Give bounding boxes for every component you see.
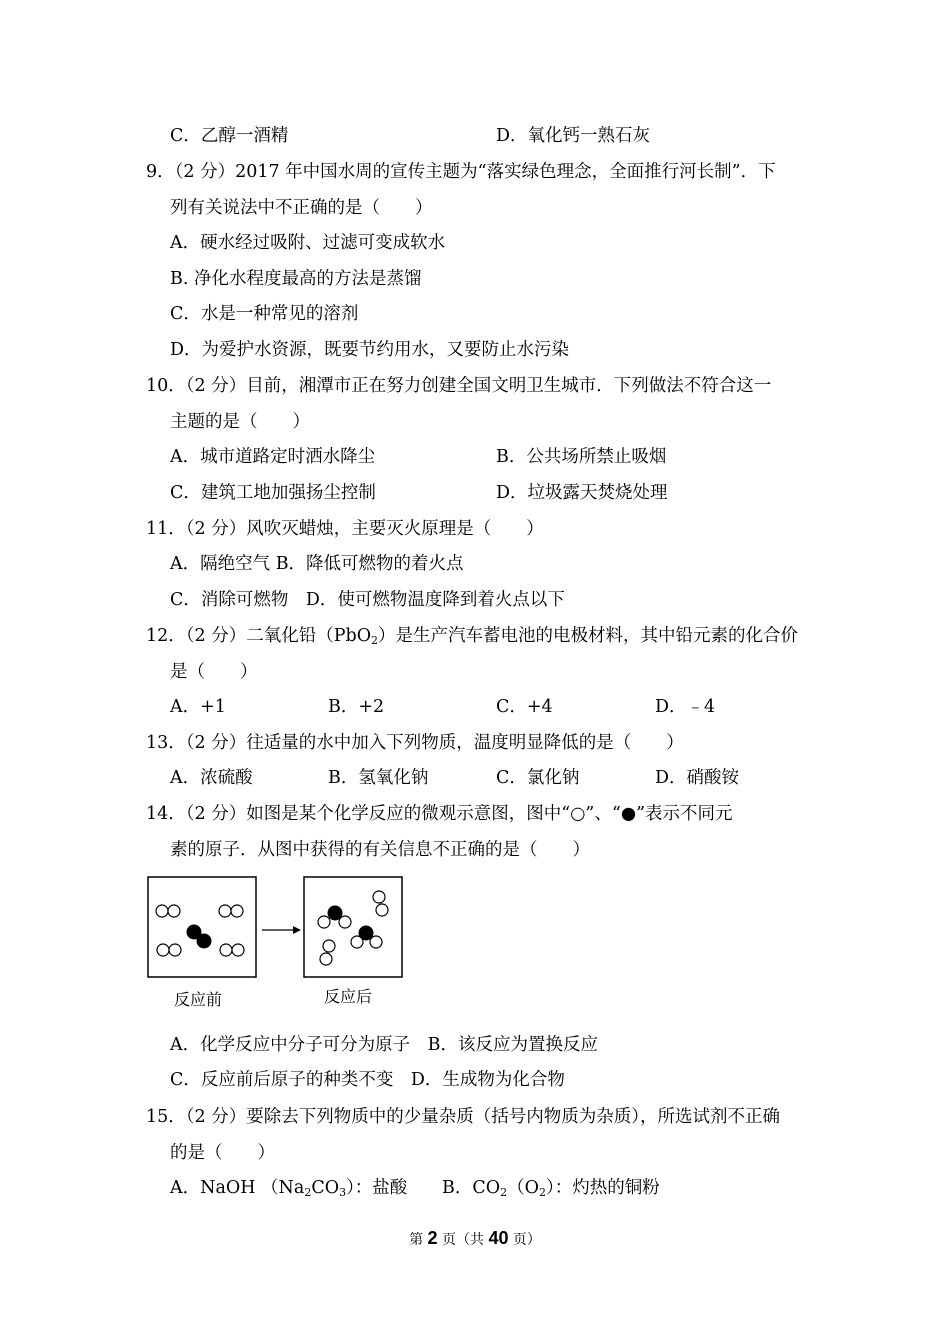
black-atom (359, 926, 374, 941)
total-page-number: 40 (488, 1228, 509, 1248)
q12-stem-line2: 是（ ） (170, 662, 258, 682)
white-atom (323, 940, 335, 952)
reaction-diagram-svg (146, 875, 416, 985)
white-atom (232, 944, 244, 956)
q9-stem-line1: 9．（2 分）2017 年中国水周的宣传主题为“落实绿色理念，全面推行河长制”．下 (146, 162, 776, 182)
white-atom (157, 944, 169, 956)
after-box (304, 877, 402, 977)
q11-options-cd: C．消除可燃物 D．使可燃物温度降到着火点以下 (170, 590, 565, 610)
reaction-diagram (146, 875, 416, 1010)
black-atom (197, 934, 212, 949)
q11-options-ab: A．隔绝空气 B．降低可燃物的着火点 (170, 554, 464, 574)
current-page-number: 2 (427, 1228, 438, 1248)
white-atom (370, 936, 382, 948)
white-atom (339, 916, 351, 928)
before-box (148, 877, 256, 977)
q14-options-cd: C．反应前后原子的种类不变 D．生成物为化合物 (170, 1070, 565, 1090)
q8-option-c: C．乙醇一酒精 (170, 126, 289, 146)
q10-option-b: B．公共场所禁止吸烟 (496, 447, 667, 467)
white-atom (231, 905, 243, 917)
q14-stem-line1: 14．（2 分）如图是某个化学反应的微观示意图，图中“○”、“●”表示不同元 (146, 804, 733, 824)
q9-option-c: C．水是一种常见的溶剂 (170, 304, 359, 324)
q13-option-c: C．氯化钠 (496, 768, 580, 788)
q15-stem-line2: 的是（ ） (170, 1143, 275, 1163)
white-atom (373, 891, 385, 903)
white-atom (156, 905, 168, 917)
q10-option-c: C．建筑工地加强扬尘控制 (170, 483, 376, 503)
q9-option-b: B. 净化水程度最高的方法是蒸馏 (170, 269, 422, 289)
white-atom (376, 904, 388, 916)
q13-option-d: D．硝酸铵 (655, 768, 740, 788)
q13-option-b: B．氢氧化钠 (328, 768, 429, 788)
q10-stem-line2: 主题的是（ ） (170, 412, 310, 432)
label-after-reaction: 反应后 (324, 987, 373, 1006)
q12-option-a: A．+1 (170, 697, 226, 717)
q12-stem-line1: 12．（2 分）二氧化铅（PbO$_2$）是生产汽车蓄电池的电极材料，其中铅元素的化合价 (146, 626, 799, 647)
q8-option-d: D．氧化钙一熟石灰 (496, 126, 651, 146)
q14-options-ab: A．化学反应中分子可分为原子 B．该反应为置换反应 (170, 1035, 598, 1055)
white-atom (318, 916, 330, 928)
q12-option-c: C．+4 (496, 697, 553, 717)
q12-option-d: D．﹣4 (655, 697, 716, 717)
q12-option-b: B．+2 (328, 697, 385, 717)
q9-option-a: A．硬水经过吸附、过滤可变成软水 (170, 233, 446, 253)
q10-stem-line1: 10．（2 分）目前，湘潭市正在努力创建全国文明卫生城市．下列做法不符合这一 (146, 376, 772, 396)
black-atom (328, 906, 343, 921)
page-footer: 第 2 页（共 40 页） (409, 1228, 541, 1248)
white-atom (169, 944, 181, 956)
q10-option-a: A．城市道路定时洒水降尘 (170, 447, 376, 467)
white-atom (220, 944, 232, 956)
white-atom (168, 905, 180, 917)
q9-stem-line2: 列有关说法中不正确的是（ ） (170, 198, 433, 218)
q15-stem-line1: 15．（2 分）要除去下列物质中的少量杂质（括号内物质为杂质），所选试剂不正确 (146, 1107, 780, 1127)
q14-stem-line2: 素的原子．从图中获得的有关信息不正确的是（ ） (170, 840, 590, 860)
q15-option-b: B．$CO_2(O_2)$：灼热的铜粉 (442, 1178, 660, 1199)
white-atom (320, 953, 332, 965)
q15-option-a: A．NaOH $(Na_2CO_3)$：盐酸 (170, 1178, 408, 1199)
white-atom (219, 905, 231, 917)
q9-option-d: D．为爱护水资源，既要节约用水，又要防止水污染 (170, 340, 570, 360)
label-before-reaction: 反应前 (174, 990, 223, 1009)
q13-stem: 13．（2 分）往适量的水中加入下列物质，温度明显降低的是（ ） (146, 733, 684, 753)
q11-stem: 11．（2 分）风吹灭蜡烛，主要灭火原理是（ ） (146, 519, 544, 539)
q10-option-d: D．垃圾露天焚烧处理 (496, 483, 668, 503)
arrow-head (293, 926, 301, 934)
q13-option-a: A．浓硫酸 (170, 768, 253, 788)
